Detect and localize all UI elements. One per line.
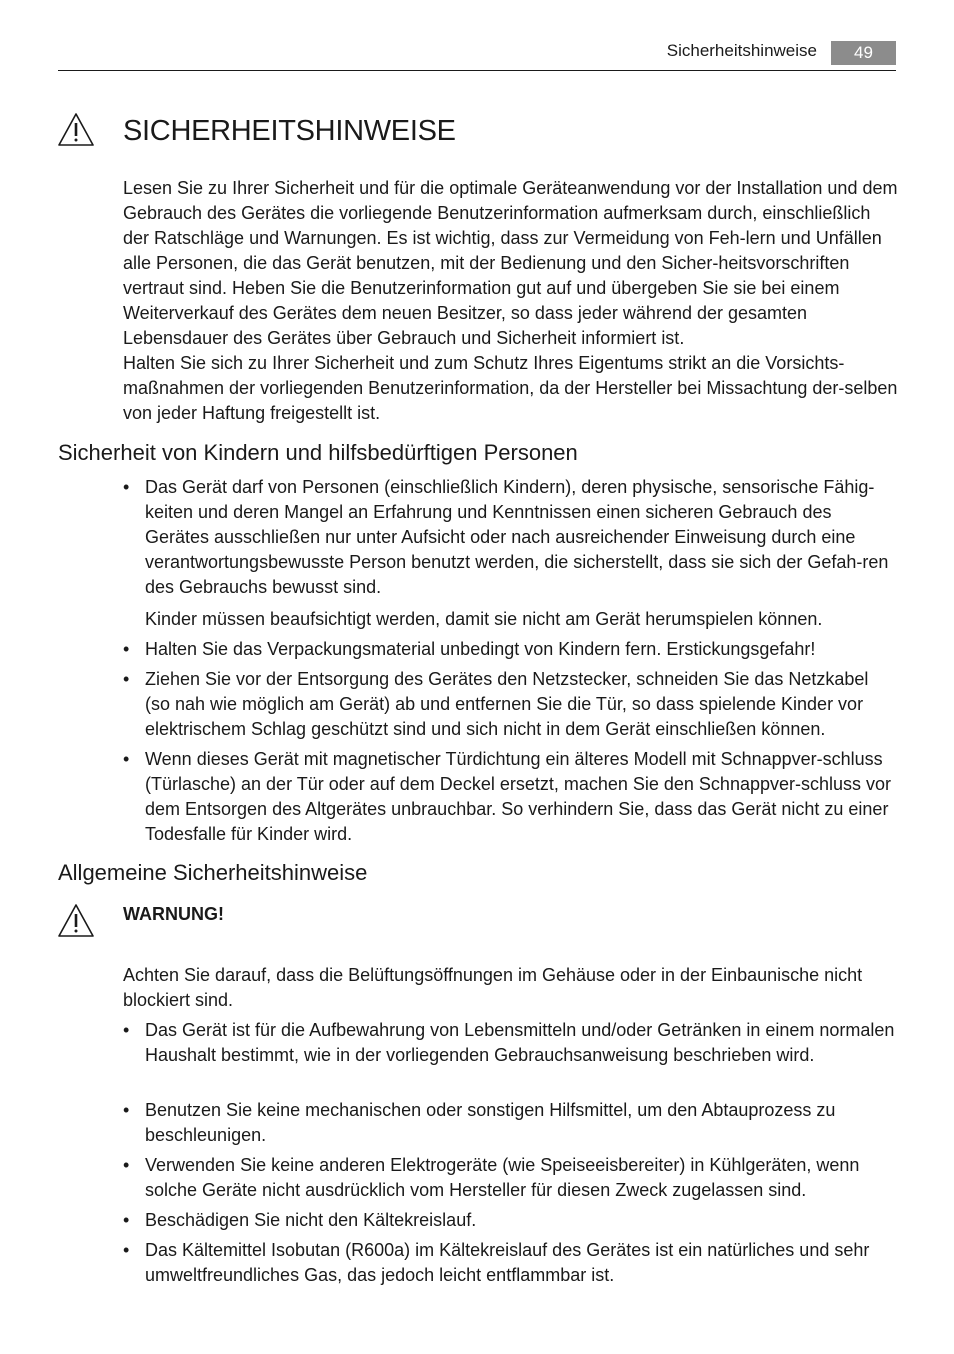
bullet-glyph: • bbox=[123, 477, 130, 497]
list-item-text: Ziehen Sie vor der Entsorgung des Gerätes den Netzstecker, schneiden Sie das Netzkabel (so nah wie möglich am Gerät) ab und entfernen Sie die Tür, so dass spielende Kinder vor elektrischem Schlag geschützt sind und sich nicht in dem Gerät einschließen können. bbox=[145, 669, 869, 739]
list-item bbox=[123, 1018, 898, 1068]
list-item bbox=[123, 1098, 898, 1148]
page-title: SICHERHEITSHINWEISE bbox=[123, 115, 456, 147]
list-item-text: Das Gerät darf von Personen (einschließlich Kindern), deren physische, sensorische Fähig-keiten und deren Mangel an Erfahrung und Kenntnissen einen sicheren Gebrauch des Gerätes ausschließen nur unter Aufsicht oder nach ausreichender Einweisung durch eine verantwortungsbewusste Person benutzt werden, die sicherstellt, dass sie sich der Gefah-ren des Gebrauchs bewusst sind. bbox=[145, 477, 889, 597]
list-item-text: Das Gerät ist für die Aufbewahrung von Lebensmitteln und/oder Getränken in einem normalen Haushalt bestimmt, wie in der vorliegenden Gebrauchsanweisung beschrieben wird. bbox=[145, 1020, 895, 1065]
running-header-title: Sicherheitshinweise bbox=[666, 41, 817, 60]
bullet-glyph: • bbox=[123, 1210, 130, 1230]
warning-triangle-icon bbox=[57, 112, 95, 148]
list-item bbox=[123, 475, 898, 600]
section-heading-general-safety: Allgemeine Sicherheitshinweise bbox=[58, 860, 368, 885]
bullet-glyph: • bbox=[123, 749, 130, 769]
warning-triangle-icon bbox=[57, 903, 95, 939]
list-item-text: Verwenden Sie keine anderen Elektrogeräte (wie Speiseeisbereiter) in Kühlgeräten, wenn solche Geräte nicht ausdrücklich vom Hersteller für diesen Zweck zugelassen sind. bbox=[145, 1155, 860, 1200]
bullet-glyph: • bbox=[123, 1240, 130, 1260]
list-item-note-text: Kinder müssen beaufsichtigt werden, damit sie nicht am Gerät herumspielen können. bbox=[145, 609, 823, 629]
warning-text: Achten Sie darauf, dass die Belüftungsöffnungen im Gehäuse oder in der Einbaunische nicht blockiert sind. bbox=[123, 965, 863, 1010]
list-item bbox=[123, 667, 898, 742]
bullet-glyph: • bbox=[123, 1155, 130, 1175]
list-item-text: Beschädigen Sie nicht den Kältekreislauf. bbox=[145, 1210, 477, 1230]
list-item bbox=[123, 1238, 898, 1288]
bullet-glyph: • bbox=[123, 669, 130, 689]
list-item-note bbox=[123, 607, 898, 632]
bullet-glyph: • bbox=[123, 1020, 130, 1040]
list-item bbox=[123, 1208, 898, 1233]
list-item-text: Das Kältemittel Isobutan (R600a) im Kältekreislauf des Gerätes ist ein natürliches und sehr umweltfreundliches Gas, das jedoch leicht entflammbar ist. bbox=[145, 1240, 870, 1285]
header-rule bbox=[58, 70, 896, 71]
intro-paragraph: Lesen Sie zu Ihrer Sicherheit und für die optimale Geräteanwendung vor der Installation und dem Gebrauch des Gerätes die vorliegende Benutzerinformation aufmerksam durch, einschließlich der Ratschläge und Warnungen. Es ist wichtig, dass zur Vermeidung von Feh-lern und Unfällen alle Personen, die das Gerät benutzen, mit der Bedienung und den Sicher-heitsvorschriften vertraut sind. Heben Sie die Benutzerinformation gut auf und übergeben Sie sie bei einem Weiterverkauf des Gerätes dem neuen Besitzer, so dass jeder während der gesamten Lebensdauer des Gerätes über Gebrauch und Sicherheit informiert ist. bbox=[123, 178, 898, 348]
bullet-glyph: • bbox=[123, 1100, 130, 1120]
bullet-glyph: • bbox=[123, 639, 130, 659]
warning-label: WARNUNG! bbox=[123, 904, 224, 924]
list-item-text: Benutzen Sie keine mechanischen oder sonstigen Hilfsmittel, um den Abtauprozess zu beschleunigen. bbox=[145, 1100, 836, 1145]
list-item bbox=[123, 1153, 898, 1203]
section-heading-children-safety: Sicherheit von Kindern und hilfsbedürftigen Personen bbox=[58, 440, 578, 465]
list-item bbox=[123, 747, 898, 847]
page-number: 49 bbox=[831, 41, 896, 65]
list-item-text: Halten Sie das Verpackungsmaterial unbedingt von Kindern fern. Erstickungsgefahr! bbox=[145, 639, 816, 659]
list-item bbox=[123, 637, 898, 662]
list-item-text: Wenn dieses Gerät mit magnetischer Türdichtung ein älteres Modell mit Schnappver-schluss (Türlasche) an der Tür oder auf dem Deckel ersetzt, machen Sie den Schnappver-schluss vor dem Entsorgen des Altgerätes unbrauchbar. So verhindern Sie, dass das Gerät nicht zu einer Todesfalle für Kinder wird. bbox=[145, 749, 892, 844]
intro-paragraph-liability: Halten Sie sich zu Ihrer Sicherheit und zum Schutz Ihres Eigentums strikt an die Vorsichts-maßnahmen der vorliegenden Benutzerinformation, da der Hersteller bei Missachtung der-selben von jeder Haftung freigestellt ist. bbox=[123, 353, 898, 423]
